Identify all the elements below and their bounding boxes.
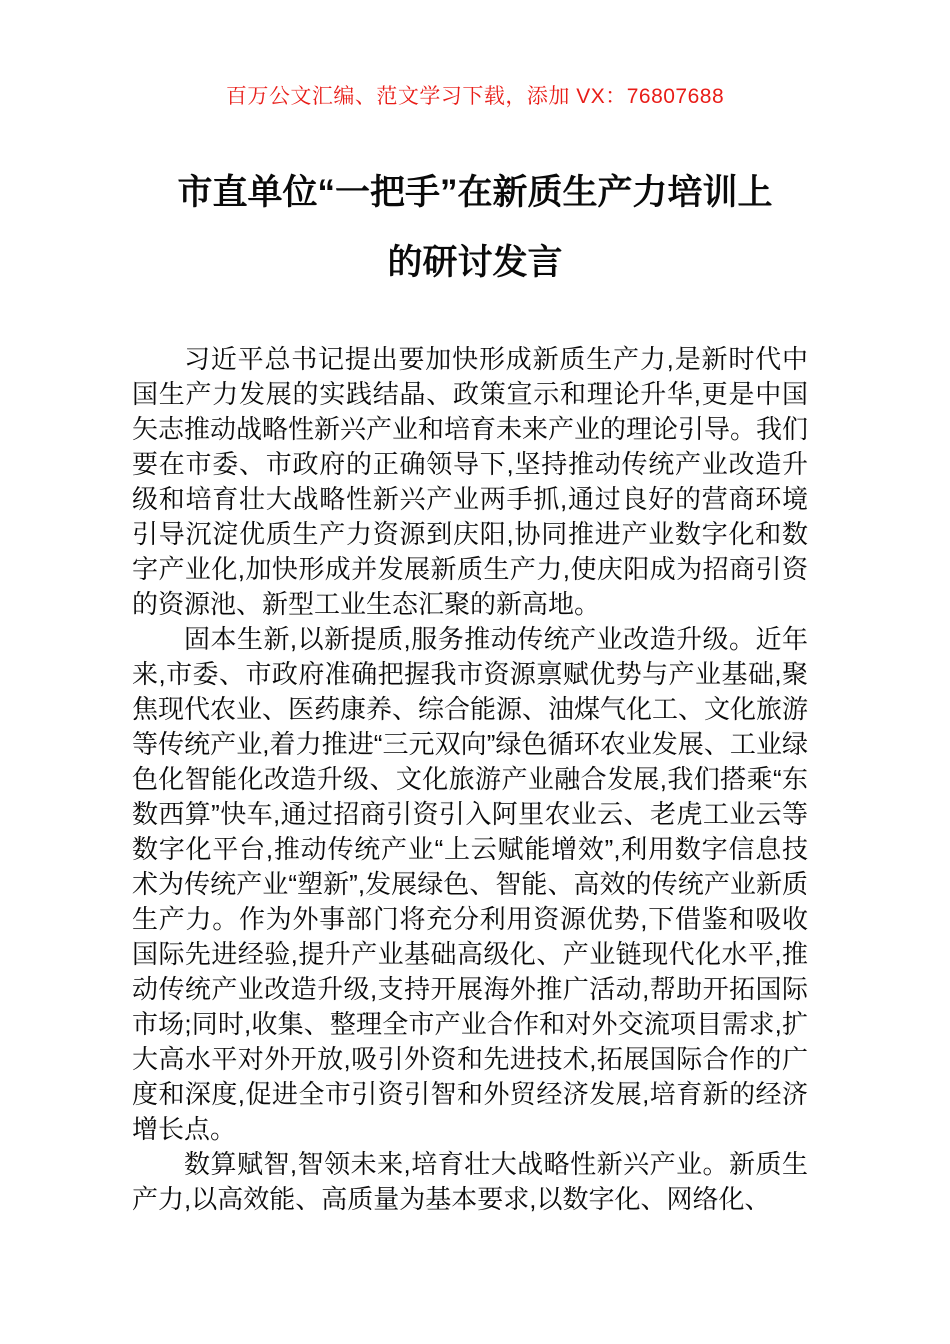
paragraph-emerging-industry: 数算赋智,智领未来,培育壮大战略性新兴产业。新质生产力,以高效能、高质量为基本要求,以数字化、网络化、 (132, 1149, 808, 1214)
paragraph-intro: 习近平总书记提出要加快形成新质生产力,是新时代中国生产力发展的实践结晶、政策宣示和理论升华,更是中国矢志推动战略性新兴产业和培育未来产业的理论引导。我们要在市委、市政府的正确领导下,坚持推动传统产业改造升级和培育壮大战略性新兴产业两手抓,通过良好的营商环境引导沉淀优质生产力资源到庆阳,协同推进产业数字化和数字产业化,加快形成并发展新质生产力,使庆阳成为招商引资的资源池、新型工业生态汇聚的新高地。 (132, 344, 809, 619)
document-title (0, 158, 950, 298)
promo-banner-text: 百万公文汇编、范文学习下载，添加 VX：76807688 (225, 85, 725, 108)
paragraph-traditional-industry: 固本生新,以新提质,服务推动传统产业改造升级。近年来,市委、市政府准确把握我市资源禀赋优势与产业基础,聚焦现代农业、医药康养、综合能源、油煤气化工、文化旅游等传统产业,着力推进“三元双向”绿色循环农业发展、工业绿色化智能化改造升级、文化旅游产业融合发展,我们搭乘“东数西算”快车,通过招商引资引入阿里农业云、老虎工业云等数字化平台,推动传统产业“上云赋能增效”,利用数字信息技术为传统产业“塑新”,发展绿色、智能、高效的传统产业新质生产力。作为外事部门将充分利用资源优势,下借鉴和吸收国际先进经验,提升产业基础高级化、产业链现代化水平,推动传统产业改造升级,支持开展海外推广活动,帮助开拓国际市场;同时,收集、整理全市产业合作和对外交流项目需求,扩大高水平对外开放,吸引外资和先进技术,拓展国际合作的广度和深度,促进全市引资引智和外贸经济发展,培育新的经济增长点。 (132, 624, 809, 1144)
document-title-line-2: 的研讨发言 (387, 243, 563, 282)
document-body (132, 342, 808, 1217)
document-title-line-1: 市直单位“一把手”在新质生产力培训上 (177, 173, 773, 212)
